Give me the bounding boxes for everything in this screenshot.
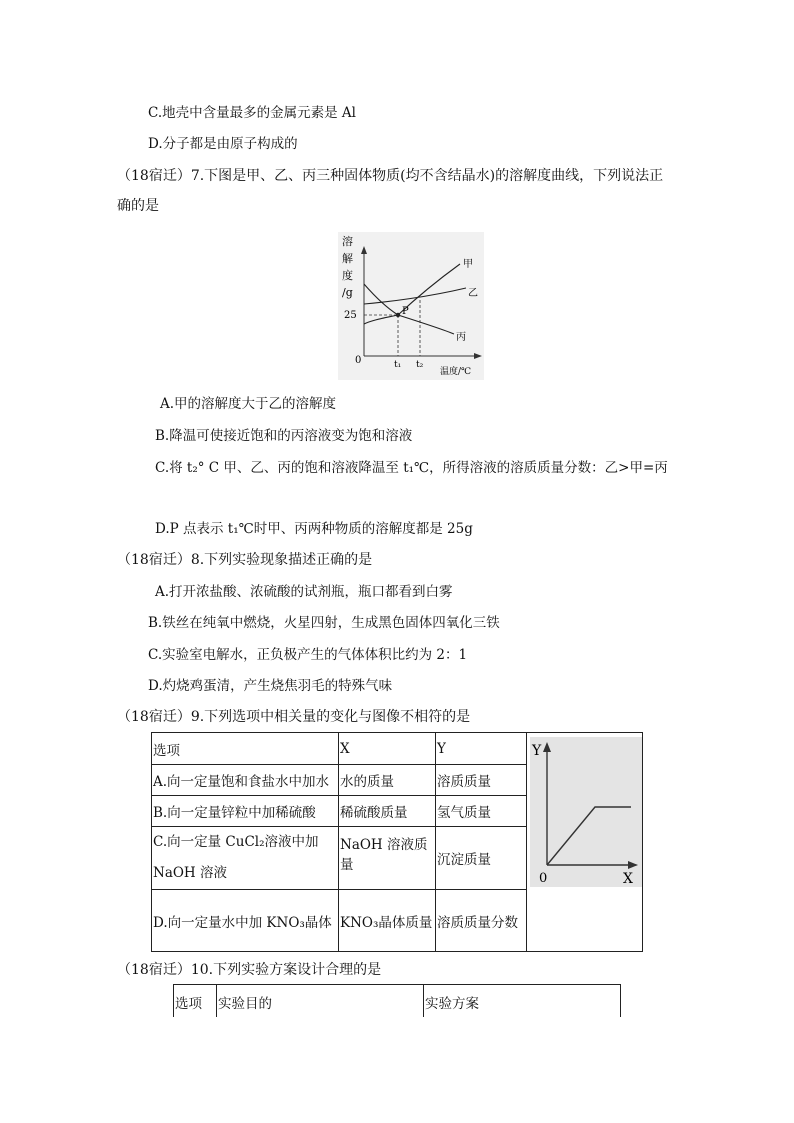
q9-graph — [527, 733, 642, 888]
q6-option-d: D.分子都是由原子构成的 — [148, 136, 298, 152]
y-tick-25: 25 — [344, 310, 357, 321]
q9-table — [151, 732, 643, 952]
y-label-char-2: 解 — [342, 252, 353, 265]
x-axis-label: 温度/℃ — [440, 367, 472, 377]
q9-graph-cell — [527, 733, 643, 952]
q9-row-b-x: 稀硫酸质量 — [339, 796, 436, 827]
q7-stem-line2: 确的是 — [117, 198, 159, 214]
curve-label-bing: 丙 — [456, 332, 466, 343]
q9-graph-origin: 0 — [539, 871, 548, 886]
q9-graph-y-label: Y — [532, 743, 542, 759]
q9-header-y: Y — [436, 733, 527, 765]
y-label-char-1: 溶 — [342, 235, 353, 248]
q9-row-d-y: 溶质质量分数 — [436, 890, 527, 952]
q9-row-b-y: 氢气质量 — [436, 796, 527, 827]
q9-row-a-y: 溶质质量 — [436, 765, 527, 796]
q8-option-d: D.灼烧鸡蛋清，产生烧焦羽毛的特殊气味 — [148, 678, 393, 694]
q9-row-c-x: NaOH 溶液质量 — [339, 827, 436, 890]
q10-stem: （18宿迁）10.下列实验方案设计合理的是 — [117, 962, 382, 978]
q9-row-c-y: 沉淀质量 — [436, 827, 527, 890]
q8-option-c: C.实验室电解水，正负极产生的气体体积比约为 2：1 — [148, 647, 468, 663]
q6-option-c: C.地壳中含量最多的金属元素是 Al — [148, 105, 356, 121]
q7-stem-line1: （18宿迁）7.下图是甲、乙、丙三种固体物质(均不含结晶水)的溶解度曲线，下列说法正 — [117, 168, 664, 184]
q9-row-d-x: KNO₃晶体质量 — [339, 890, 436, 952]
solubility-graph — [338, 232, 484, 380]
x-tick-t1: t₁ — [394, 360, 402, 370]
y-label-char-4: /g — [342, 286, 353, 299]
q7-option-c: C.将 t₂° C 甲、乙、丙的饱和溶液降温至 t₁℃，所得溶液的溶质质量分数：乙>甲=丙 — [155, 460, 668, 476]
origin-label: 0 — [355, 355, 362, 366]
q7-option-d: D.P 点表示 t₁℃时甲、丙两种物质的溶解度都是 25g — [155, 521, 473, 537]
q10-table — [173, 984, 621, 1019]
q9-stem: （18宿迁）9.下列选项中相关量的变化与图像不相符的是 — [117, 709, 471, 725]
q7-option-a: A.甲的溶解度大于乙的溶解度 — [160, 396, 337, 412]
q9-row-a-option: A.向一定量饱和食盐水中加水 — [152, 765, 339, 796]
curve-label-jia: 甲 — [463, 259, 473, 270]
y-label-char-3: 度 — [342, 269, 353, 282]
q9-row-c-option: C.向一定量 CuCl₂溶液中加 NaOH 溶液 — [152, 827, 339, 890]
q9-row-b-option: B.向一定量锌粒中加稀硫酸 — [152, 796, 339, 827]
curve-label-yi: 乙 — [468, 288, 478, 299]
q9-header-x: X — [339, 733, 436, 765]
q10-header-option: 选项 — [174, 985, 217, 1019]
q9-row-d-option: D.向一定量水中加 KNO₃晶体 — [152, 890, 339, 952]
q10-header-purpose: 实验目的 — [217, 985, 424, 1019]
x-tick-t2: t₂ — [416, 360, 424, 370]
q9-graph-x-label: X — [623, 871, 633, 887]
q8-option-b: B.铁丝在纯氧中燃烧，火星四射，生成黑色固体四氧化三铁 — [148, 615, 500, 631]
q8-stem: （18宿迁）8.下列实验现象描述正确的是 — [117, 552, 373, 568]
q10-header-plan: 实验方案 — [424, 985, 621, 1019]
q9-row-a-x: 水的质量 — [339, 765, 436, 796]
q8-option-a: A.打开浓盐酸、浓硫酸的试剂瓶，瓶口都看到白雾 — [155, 584, 453, 600]
q9-header-option: 选项 — [152, 733, 339, 765]
point-p-label: P — [402, 306, 409, 317]
q7-option-b: B.降温可使接近饱和的丙溶液变为饱和溶液 — [155, 428, 413, 444]
